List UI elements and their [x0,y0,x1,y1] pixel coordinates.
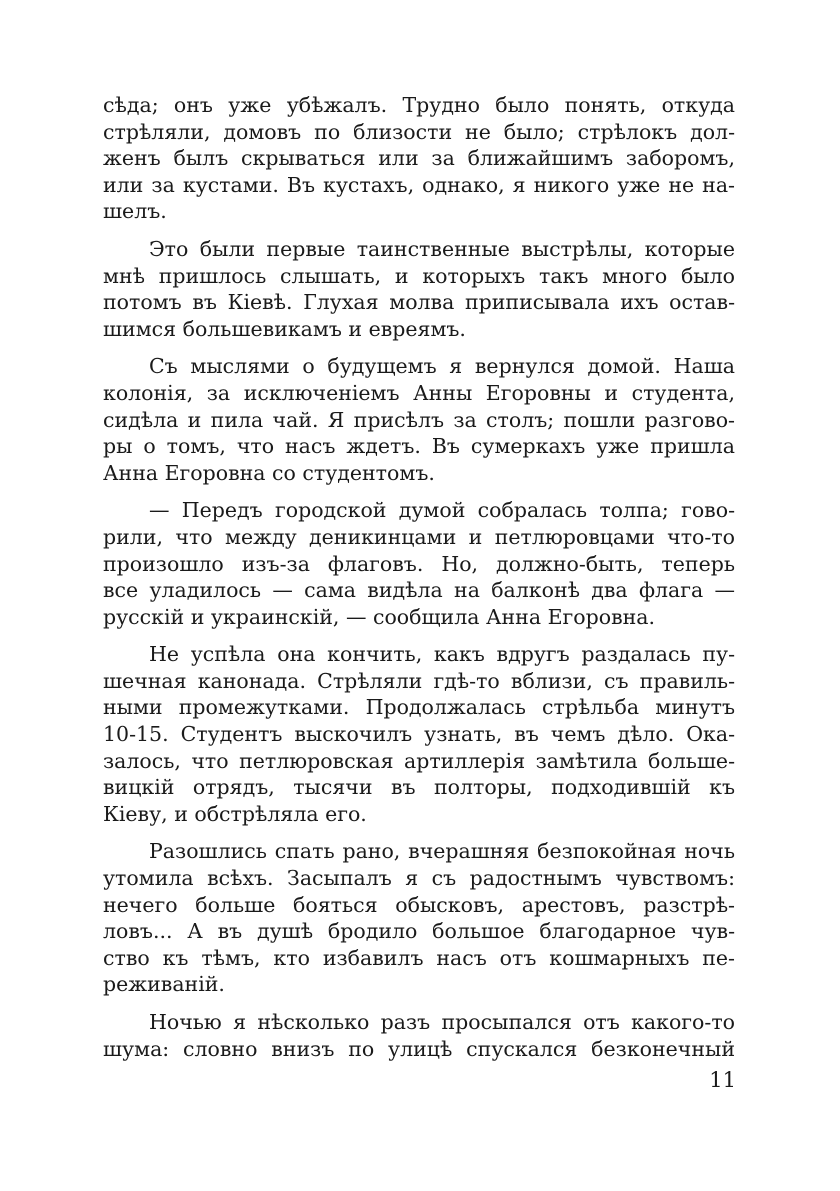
paragraph [103,236,735,342]
text-line: мнѣ пришлось слышать, и которыхъ такъ много было [103,263,735,288]
text-line: потомъ въ Кіевѣ. Глухая молва приписывала ихъ остав- [103,290,735,315]
page-number: 11 [709,1068,736,1092]
text-line: сѣда; онъ уже убѣжалъ. Трудно было понять, откуда [103,93,735,117]
text-line: Разошлись спать рано, вчерашняя безпокойная ночь [149,839,735,864]
text-line: стрѣляли, домовъ по близости не было; стрѣлокъ дол- [103,119,735,144]
text-line: Не успѣла она кончить, какъ вдругъ раздалась пу- [149,642,735,667]
text-line: рили, что между деникинцами и петлюровцами что-то [103,524,735,549]
text-line: русскій и украинскій, — сообщила Анна Егоровна. [103,604,656,629]
paragraph [103,497,735,630]
text-line: все уладилось — сама видѣла на балконѣ два флага — [103,578,735,603]
text-line: Ночью я нѣсколько разъ просыпался отъ какого-то [149,1010,735,1034]
text-line: ными промежутками. Продолжалась стрѣльба минутъ [103,695,735,720]
text-line: реживаній. [103,972,225,997]
text-line: залось, что петлюровская артиллерія замѣтила больше- [103,748,735,773]
paragraph [103,353,735,486]
text-line: женъ былъ скрываться или за ближайшимъ заборомъ, [103,146,735,171]
text-line: ство къ тѣмъ, кто избавилъ насъ отъ кошмарныхъ пе- [103,945,735,970]
text-line: — Передъ городской думой собралась толпа; гово- [149,498,735,523]
text-line: шелъ. [103,199,167,224]
paragraph [103,92,735,225]
text-line: Съ мыслями о будущемъ я вернулся домой. Наша [149,354,735,379]
paragraph [103,641,735,827]
text-line: колонія, за исключеніемъ Анны Егоровны и студента, [103,380,735,405]
paragraph [103,838,735,998]
text-line: ры о томъ, что насъ ждетъ. Въ сумеркахъ уже пришла [103,434,735,459]
text-line: Кіеву, и обстрѣляла его. [103,801,367,826]
text-line: шечная канонада. Стрѣляли гдѣ-то вблизи, съ правиль- [103,668,735,693]
text-line: или за кустами. Въ кустахъ, однако, я никого уже не на- [103,172,735,197]
text-line: нечего больше бояться обысковъ, арестовъ, разстрѣ- [103,892,735,917]
text-line: 10-15. Студентъ выскочилъ узнать, въ чемъ дѣло. Ока- [103,722,735,747]
text-line: произошло изъ-за флаговъ. Но, должно-быть, теперь [103,551,735,576]
text-line: утомила всѣхъ. Засыпалъ я съ радостнымъ чувствомъ: [103,866,735,891]
text-line: вицкій отрядъ, тысячи въ полторы, подходившій къ [103,775,735,800]
paragraph [103,1009,735,1062]
body-text [103,92,735,1062]
text-line: шимся большевикамъ и евреямъ. [103,316,466,341]
text-line: Это были первые таинственные выстрѣлы, которые [149,236,735,261]
text-line: шума: словно внизъ по улицѣ спускался безконечный [103,1036,735,1061]
text-line: Анна Егоровна со студентомъ. [103,460,435,485]
text-line: ловъ... А въ душѣ бродило большое благодарное чув- [103,919,735,944]
text-line: сидѣла и пила чай. Я присѣлъ за столъ; пошли разгово- [103,407,735,432]
